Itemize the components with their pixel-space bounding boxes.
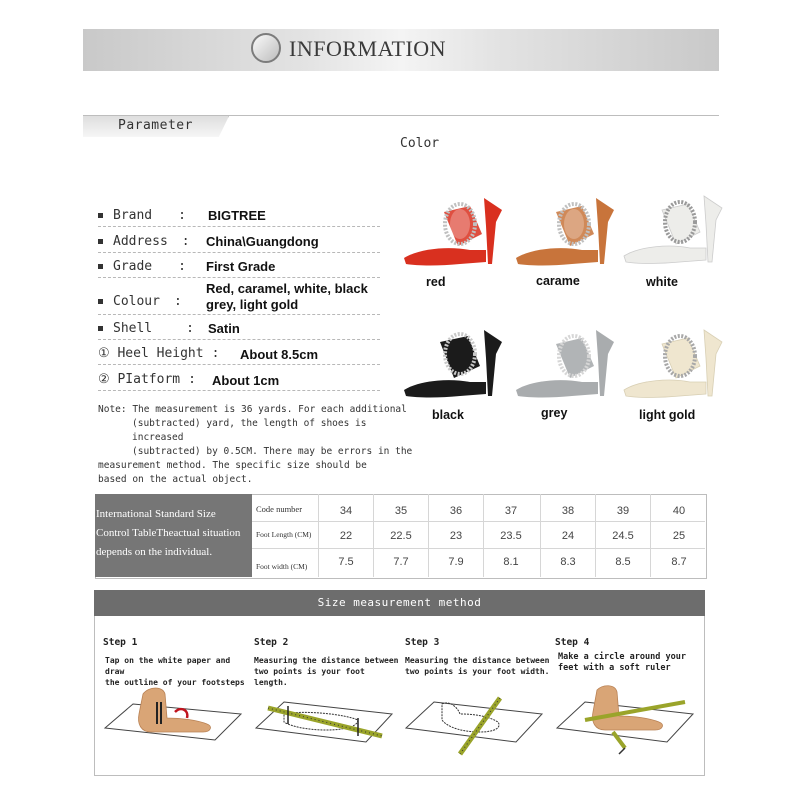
table-cell: 40 (672, 505, 686, 517)
table-cell: 23 (449, 530, 463, 542)
spec-key: Grade (113, 259, 153, 274)
table-cell: 8.3 (560, 556, 576, 568)
table-divider (252, 521, 705, 522)
table-divider (595, 494, 596, 577)
bullet-icon (98, 264, 103, 269)
table-cell: 24.5 (612, 530, 634, 542)
table-cell: 7.9 (448, 556, 464, 568)
spec-key: Colour (113, 294, 160, 309)
table-divider (318, 494, 319, 577)
spec-row-heel-height: ① Heel Height : About 8.5cm (98, 344, 380, 365)
table-divider (428, 494, 429, 577)
table-cell: 38 (561, 505, 575, 517)
step-2-illustration (254, 684, 394, 760)
table-cell: 8.5 (615, 556, 631, 568)
circled-number-icon: ② (98, 372, 110, 387)
table-divider (252, 548, 705, 549)
step-2-title: Step 2 (254, 637, 289, 648)
shoe-grey-image (512, 322, 624, 402)
circle-ornament-icon (251, 33, 281, 63)
table-cell: 36 (449, 505, 463, 517)
color-label-caramel: carame (536, 274, 580, 288)
spec-value: China\Guangdong (206, 234, 319, 249)
table-cell: 7.7 (393, 556, 409, 568)
row-header-length: Foot Length (CM) (256, 530, 312, 539)
table-divider (540, 494, 541, 577)
color-label-grey: grey (541, 406, 568, 420)
step-3-description: Measuring the distance between two points is your foot width. (405, 656, 550, 676)
spec-key: Shell (113, 321, 153, 336)
spec-row-brand: Brand : BIGTREE (98, 206, 380, 227)
row-header-width: Foot width (CM) (256, 562, 308, 571)
bullet-icon (98, 326, 103, 331)
table-cell: 37 (504, 505, 518, 517)
measurement-note: Note: The measurement is 36 yards. For each additional (subtracted) yard, the length of shoes is increased (subtracted) by 0.5CM. There may be errors in the measurement method. The specific size should be based on the actual object. (98, 404, 413, 485)
color-label-white: white (646, 275, 678, 289)
table-divider (483, 494, 484, 577)
bullet-icon (98, 213, 103, 218)
table-cell: 7.5 (338, 556, 354, 568)
shoe-black-image (400, 322, 512, 402)
spec-row-colour: Colour : Red, caramel, white, black grey, light gold (98, 280, 380, 315)
table-cell: 22.5 (390, 530, 412, 542)
table-cell: 8.1 (503, 556, 519, 568)
shoe-light-gold-image (620, 322, 732, 402)
step-4-title: Step 4 (555, 637, 590, 648)
spec-row-grade: Grade : First Grade (98, 257, 380, 278)
step-4-description: Make a circle around your feet with a soft ruler (558, 652, 686, 673)
step-3-title: Step 3 (405, 637, 440, 648)
table-cell: 8.7 (671, 556, 687, 568)
table-cell: 24 (561, 530, 575, 542)
parameter-tab-label: Parameter (118, 118, 193, 133)
table-cell: 22 (339, 530, 353, 542)
step-3-illustration (404, 684, 544, 760)
bullet-icon (98, 299, 103, 304)
step-4-illustration (555, 684, 695, 760)
method-title: Size measurement method (317, 596, 482, 609)
step-1-illustration (103, 684, 243, 760)
page-title: INFORMATION (289, 36, 447, 61)
spec-row-shell: Shell : Satin (98, 319, 380, 340)
color-label-black: black (432, 408, 464, 422)
table-cell: 23.5 (500, 530, 522, 542)
spec-row-platform: ② PIatform : About 1cm (98, 370, 380, 391)
spec-value: BIGTREE (208, 208, 266, 223)
color-label-light-gold: light gold (639, 408, 696, 422)
table-cell: 35 (394, 505, 408, 517)
spec-key: Brand (113, 208, 153, 223)
shoe-white-image (620, 188, 732, 268)
table-cell: 34 (339, 505, 353, 517)
step-2-description: Measuring the distance between two points is your foot length. (254, 656, 399, 687)
color-heading: Color (400, 136, 440, 151)
row-header-code: Code number (256, 504, 303, 514)
step-1-description: Tap on the white paper and draw the outline of your footsteps (105, 656, 245, 687)
spec-row-address: Address : China\Guangdong (98, 232, 380, 253)
spec-value: Satin (208, 321, 240, 336)
table-divider (373, 494, 374, 577)
color-label-red: red (426, 275, 446, 289)
spec-key: Address (113, 234, 168, 249)
spec-value: First Grade (206, 259, 276, 274)
shoe-caramel-image (512, 190, 624, 270)
step-1-title: Step 1 (103, 637, 138, 648)
bullet-icon (98, 239, 103, 244)
circled-number-icon: ① (98, 346, 110, 361)
spec-value-line1: Red, caramel, white, black (206, 281, 368, 296)
table-divider (650, 494, 651, 577)
table-cell: 25 (672, 530, 686, 542)
spec-value: About 8.5cm (240, 347, 319, 362)
spec-value-line2: grey, light gold (206, 297, 299, 312)
spec-value: About 1cm (212, 373, 280, 388)
spec-key: Heel Height (117, 346, 204, 361)
section-divider (83, 115, 719, 116)
shoe-red-image (400, 190, 512, 270)
spec-key: PIatform (117, 372, 181, 387)
table-cell: 39 (616, 505, 630, 517)
size-table-description: International Standard Size Control TableTheactual situation depends on the individual. (95, 494, 252, 577)
